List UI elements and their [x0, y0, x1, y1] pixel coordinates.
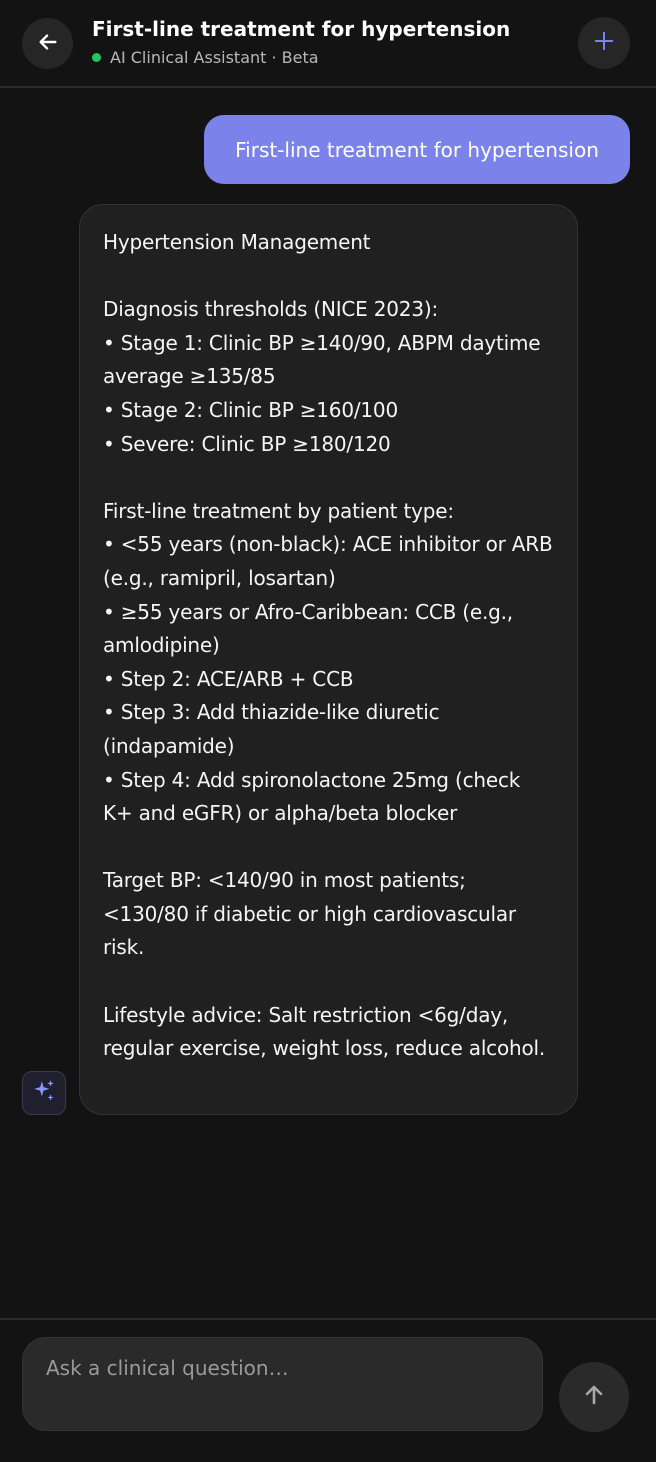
assistant-avatar [22, 1071, 66, 1115]
online-status-dot [92, 53, 101, 62]
conversation-title: First-line treatment for hypertension [92, 17, 511, 41]
user-message: First-line treatment for hypertension [204, 115, 630, 184]
new-chat-button[interactable] [578, 17, 630, 69]
sparkle-icon [31, 1078, 57, 1108]
assistant-status-label: AI Clinical Assistant · Beta [110, 48, 319, 67]
send-button[interactable] [559, 1362, 629, 1432]
arrow-left-icon [37, 31, 59, 57]
plus-icon [593, 30, 615, 56]
assistant-message-text: Hypertension Management Diagnosis thresholds (NICE 2023): • Stage 1: Clinic BP ≥140/90, ABPM daytime average ≥135/85 • Stage 2: Clinic BP ≥160/100 • Severe: Clinic BP ≥180/120 First-line treatment by patient type: • <55 years (non-black): ACE inhibitor or ARB (e.g., ramipril, losartan) • ≥55 years or Afro-Caribbean: CCB (e.g., amlodipine) • Step 2: ACE/ARB + CCB • Step 3: Add thiazide-like diuretic (indapamide) • Step 4: Add spironolactone 25mg (check K+ and eGFR) or alpha/beta blocker Target BP: <140/90 in most patients; <130/80 if diabetic or high cardiovascular risk. Lifestyle advice: Salt restriction <6g/day, regular exercise, weight loss, reduce alcohol. [103, 230, 553, 1061]
question-input[interactable] [22, 1337, 543, 1431]
back-button[interactable] [22, 18, 73, 69]
assistant-status [92, 48, 319, 67]
chat-header [0, 0, 656, 88]
assistant-message [79, 204, 578, 1115]
arrow-up-icon [582, 1383, 606, 1411]
composer [0, 1318, 656, 1462]
